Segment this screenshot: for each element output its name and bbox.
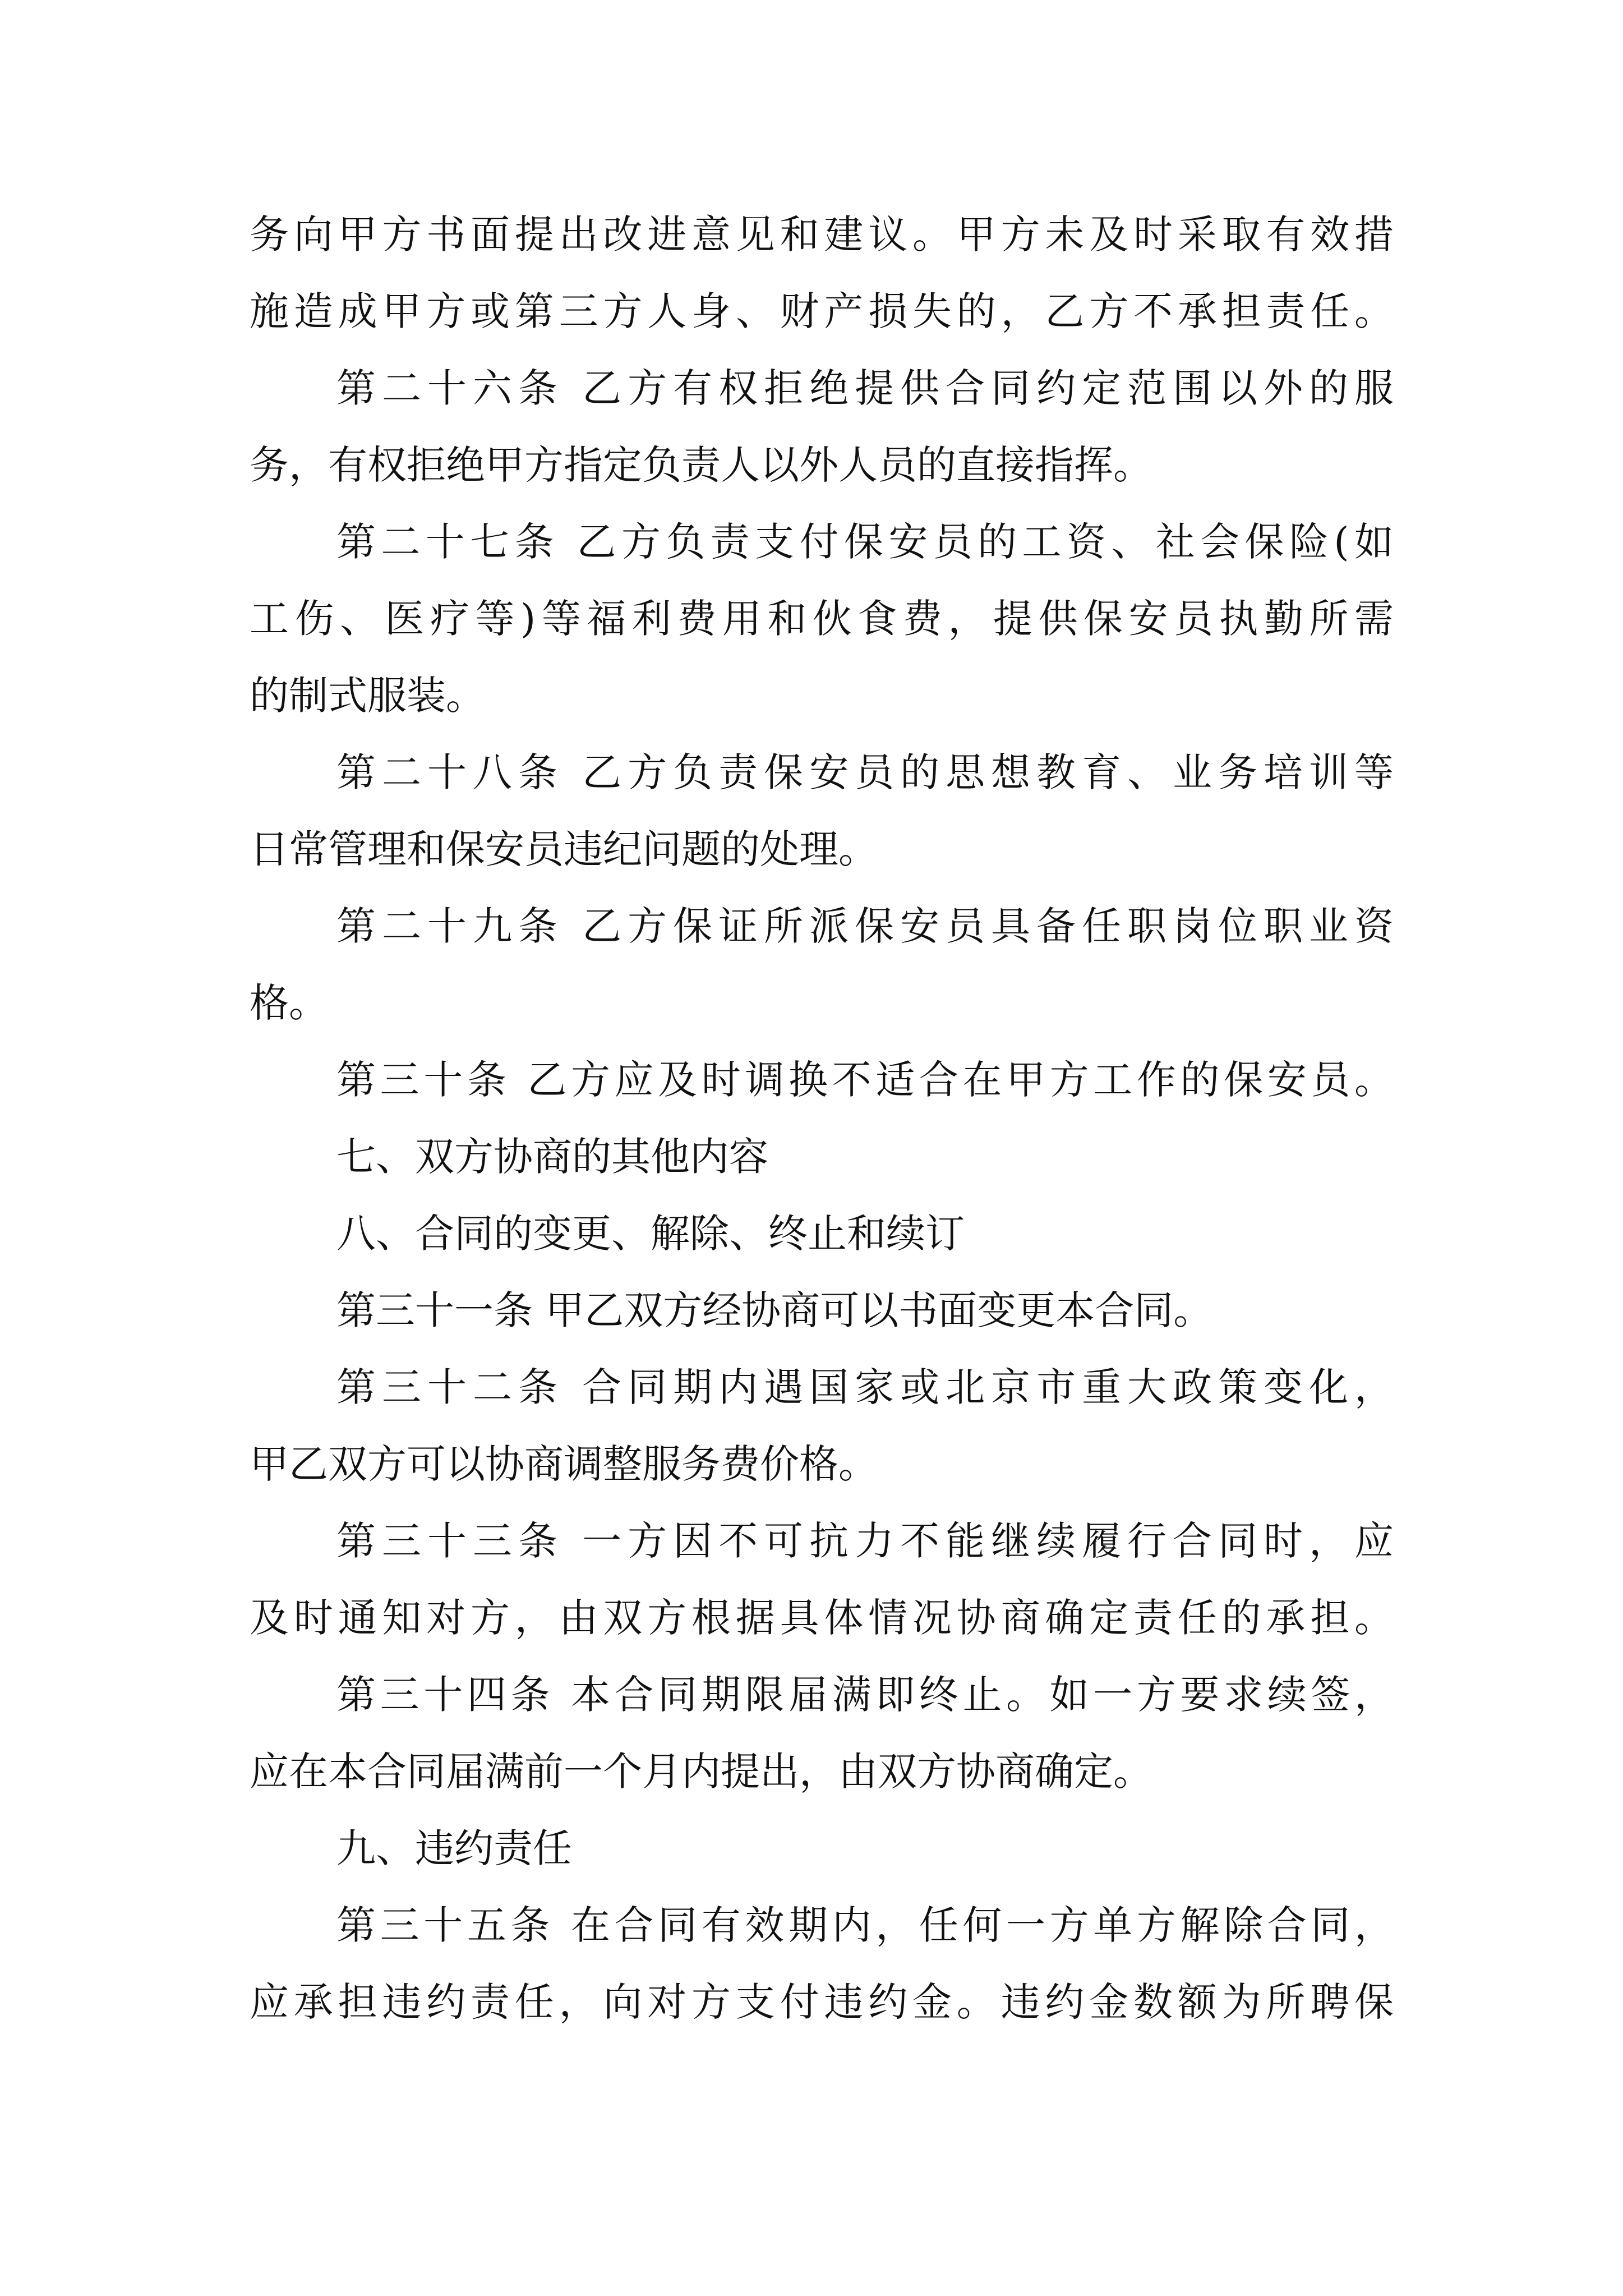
- text-line: 第二十九条 乙方保证所派保安员具备任职岗位职业资: [336, 903, 1394, 949]
- text-line: 工伤、医疗等)等福利费用和伙食费，提供保安员执勤所需: [250, 596, 1394, 642]
- text-line: 第三十三条 一方因不可抗力不能继续履行合同时，应: [336, 1518, 1394, 1564]
- section-heading: 九、违约责任: [336, 1825, 572, 1871]
- text-line: 的制式服装。: [250, 673, 485, 719]
- text-line: 第三十二条 合同期内遇国家或北京市重大政策变化，: [336, 1364, 1394, 1410]
- text-line: 第三十四条 本合同期限届满即终止。如一方要求续签，: [336, 1672, 1394, 1718]
- section-heading: 七、双方协商的其他内容: [336, 1134, 768, 1180]
- text-line: 第二十七条 乙方负责支付保安员的工资、社会保险(如: [336, 519, 1394, 565]
- text-line: 格。: [250, 980, 328, 1026]
- text-line: 第二十八条 乙方负责保安员的思想教育、业务培训等: [336, 749, 1394, 795]
- text-line: 第二十六条 乙方有权拒绝提供合同约定范围以外的服: [336, 365, 1394, 411]
- text-line: 第三十五条 在合同有效期内，任何一方单方解除合同，: [336, 1902, 1394, 1948]
- text-line: 务，有权拒绝甲方指定负责人以外人员的直接指挥。: [250, 442, 1152, 488]
- text-line: 应在本合同届满前一个月内提出，由双方协商确定。: [250, 1749, 1152, 1795]
- text-line: 日常管理和保安员违纪问题的处理。: [250, 826, 878, 872]
- text-line: 施造成甲方或第三方人身、财产损失的，乙方不承担责任。: [250, 288, 1394, 334]
- text-line: 及时通知对方，由双方根据具体情况协商确定责任的承担。: [250, 1595, 1394, 1641]
- text-line: 第三十一条 甲乙双方经协商可以书面变更本合同。: [336, 1287, 1213, 1333]
- text-line: 甲乙双方可以协商调整服务费价格。: [250, 1441, 878, 1487]
- text-line: 第三十条 乙方应及时调换不适合在甲方工作的保安员。: [336, 1057, 1394, 1103]
- text-line: 应承担违约责任，向对方支付违约金。违约金数额为所聘保: [250, 1979, 1394, 2025]
- text-line: 务向甲方书面提出改进意见和建议。甲方未及时采取有效措: [250, 211, 1394, 257]
- section-heading: 八、合同的变更、解除、终止和续订: [336, 1211, 965, 1257]
